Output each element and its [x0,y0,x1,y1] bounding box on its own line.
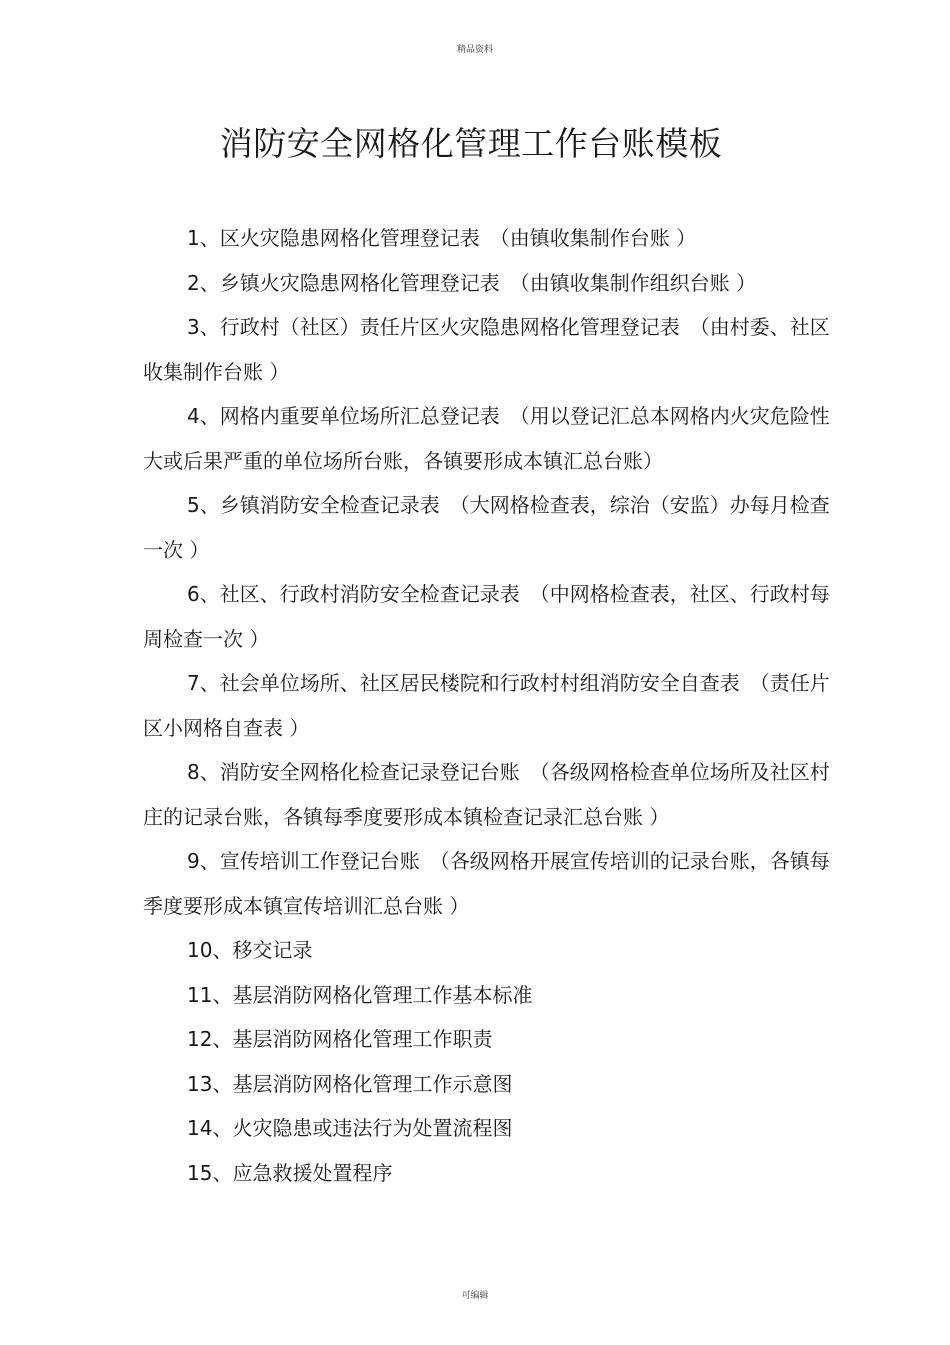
list-item-6: 6、社区、行政村消防安全检查记录表 （中网格检查表，社区、行政村每周检查一次 ） [143,582,830,651]
list-item-8: 8、消防安全网格化检查记录登记台账 （各级网格检查单位场所及社区村庄的记录台账，各镇每季度要形成本镇检查记录汇总台账 ） [143,760,830,829]
document-item-list [143,216,843,1195]
list-item-4: 4、网格内重要单位场所汇总登记表 （用以登记汇总本网格内火灾危险性大或后果严重的单位场所台账，各镇要形成本镇汇总台账） [143,404,830,473]
list-item-3: 3、行政村（社区）责任片区火灾隐患网格化管理登记表 （由村委、社区收集制作台账 ） [143,315,830,384]
list-item-12: 12、基层消防网格化管理工作职责 [187,1027,493,1051]
list-item-9: 9、宣传培训工作登记台账 （各级网格开展宣传培训的记录台账，各镇每季度要形成本镇宣传培训汇总台账 ） [143,849,830,918]
page-footer-mark: 可编辑 [461,1291,489,1301]
list-item-5: 5、乡镇消防安全检查记录表 （大网格检查表，综治（安监）办每月检查一次 ） [143,493,830,562]
list-item-11: 11、基层消防网格化管理工作基本标准 [187,982,533,1007]
list-item-2: 2、乡镇火灾隐患网格化管理登记表 （由镇收集制作组织台账 ） [187,270,757,295]
list-item-1: 1、区火灾隐患网格化管理登记表 （由镇收集制作台账 ） [187,226,697,250]
document-title: 消防安全网格化管理工作台账模板 [219,124,723,163]
list-item-15: 15、应急救援处置程序 [187,1160,393,1185]
list-item-14: 14、火灾隐患或违法行为处置流程图 [187,1116,513,1140]
list-item-7: 7、社会单位场所、社区居民楼院和行政村村组消防安全自查表 （责任片区小网格自查表 ） [143,671,830,740]
page-header-mark: 精品资料 [456,45,493,55]
list-item-13: 13、基层消防网格化管理工作示意图 [187,1071,513,1096]
list-item-10: 10、移交记录 [187,938,313,962]
